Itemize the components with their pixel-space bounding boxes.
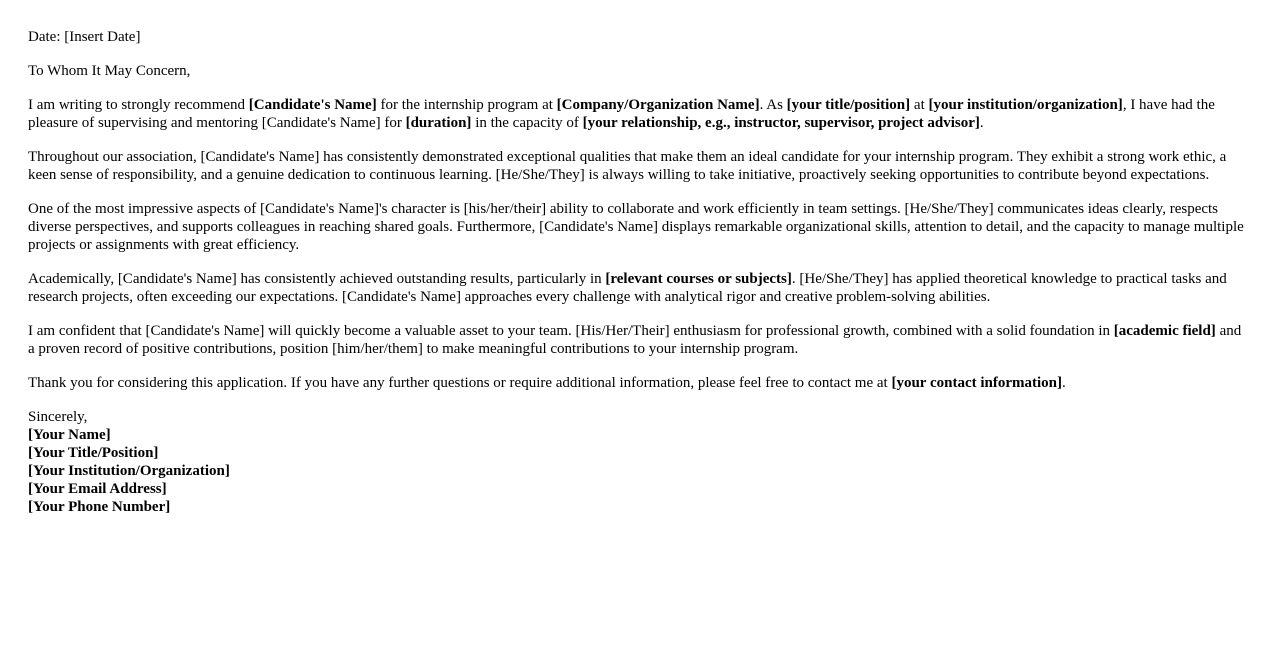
intro-text-5: , I have had the pleasure of supervising and mentoring [Candidate's Name] for [28,97,1215,131]
contact-info-placeholder: [your contact information] [891,375,1062,391]
thanks-text-2: . [1062,375,1066,391]
intro-text-4: at [910,97,929,113]
candidate-name-placeholder: [Candidate's Name] [248,97,377,113]
signature-institution: [Your Institution/Organization] [28,463,230,479]
thanks-text-1: Thank you for considering this application. If you have any further questions or require additional information, please feel free to contact me at [28,375,892,391]
signature-title: [Your Title/Position] [28,445,159,461]
date-line: Date: [Insert Date] [28,29,141,45]
paragraph-introduction [28,96,1250,132]
paragraph-teamwork: One of the most impressive aspects of [Candidate's Name]'s character is [his/her/their] ability to collaborate and work efficiently in team settings. [He/She/They] communicates ideas clearly, respects diverse perspectives, and supports colleagues in reaching shared goals. Furthermore, [Candidate's Name] displays remarkable organizational skills, attention to detail, and the capacity to manage multiple projects or assignments with great efficiency. [28,201,1244,253]
signature-email: [Your Email Address] [28,481,167,497]
courses-placeholder: [relevant courses or subjects] [605,271,792,287]
signature-block [28,408,1250,516]
institution-placeholder: [your institution/organization] [928,97,1123,113]
intro-text-6: in the capacity of [471,115,583,131]
academics-text-1: Academically, [Candidate's Name] has consistently achieved outstanding results, particularly in [28,271,606,287]
company-name-placeholder: [Company/Organization Name] [556,97,760,113]
signature-phone: [Your Phone Number] [28,499,171,515]
intro-text-2: for the internship program at [376,97,557,113]
intro-text-7: . [979,115,984,131]
confidence-text-1: I am confident that [Candidate's Name] will quickly become a valuable asset to your team. [His/Her/Their] enthusiasm for professional growth, combined with a solid foundation in [28,323,1114,339]
salutation: To Whom It May Concern, [28,63,191,79]
paragraph-qualities: Throughout our association, [Candidate's Name] has consistently demonstrated exceptional qualities that make them an ideal candidate for your internship program. They exhibit a strong work ethic, a keen sense of responsibility, and a genuine dedication to continuous learning. [He/She/They] is always willing to take initiative, proactively seeking opportunities to contribute beyond expectations. [28,149,1227,183]
paragraph-thanks [28,374,1250,392]
academics-text-2: . [He/She/They] has applied theoretical knowledge to practical tasks and research projects, often exceeding our expectations. [Candidate's Name] approaches every challenge with analytical rigor and creative problem-solving abilities. [28,271,1227,305]
duration-placeholder: [duration] [405,115,472,131]
signature-name: [Your Name] [28,427,111,443]
recommendation-letter [28,28,1250,516]
academic-field-placeholder: [academic field] [1113,323,1216,339]
confidence-text-2: and a proven record of positive contributions, position [him/her/them] to make meaningful contributions to your internship program. [28,323,1242,357]
intro-text-3: . As [759,97,787,113]
relationship-placeholder: [your relationship, e.g., instructor, supervisor, project advisor] [582,115,980,131]
intro-text-1: I am writing to strongly recommend [28,97,249,113]
closing: Sincerely, [28,409,88,425]
paragraph-confidence [28,322,1250,358]
paragraph-academics [28,270,1250,306]
title-position-placeholder: [your title/position] [786,97,911,113]
